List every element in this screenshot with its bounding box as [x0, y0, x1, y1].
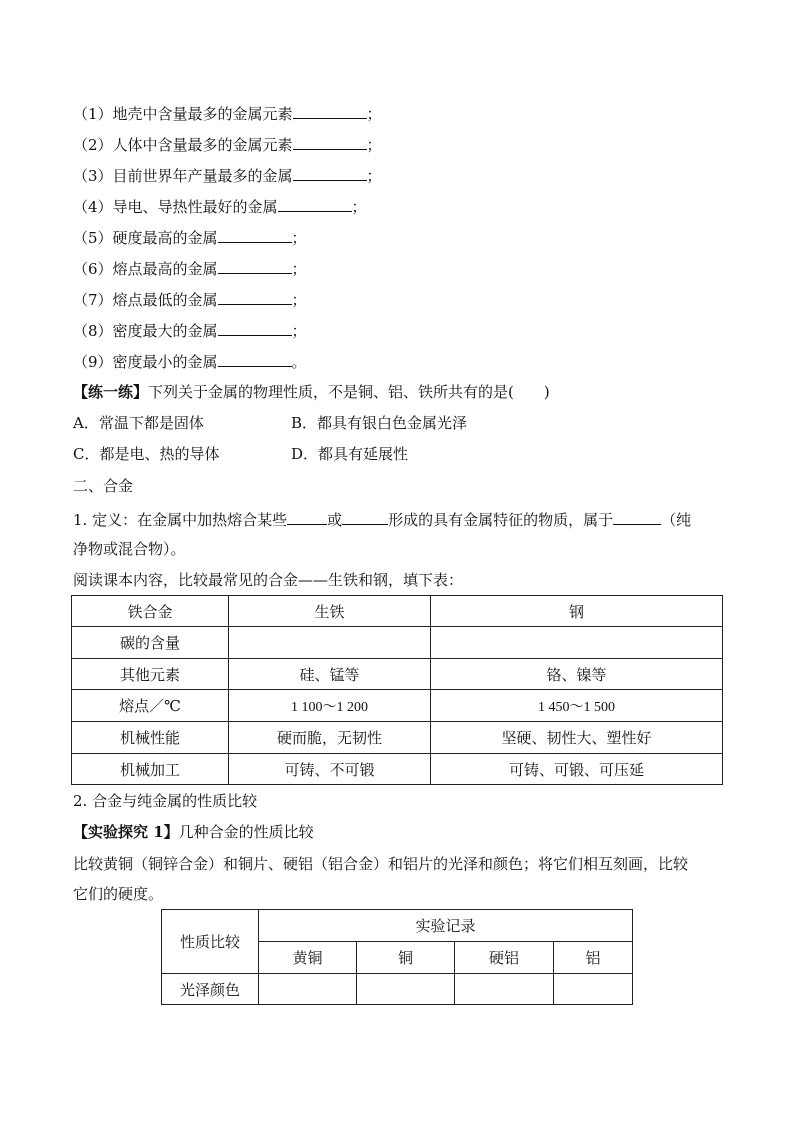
- table-header: 铁合金: [72, 596, 229, 627]
- experiment-table: [161, 909, 633, 1005]
- table-cell: 1 100～1 200: [229, 690, 431, 722]
- table-row: [162, 974, 633, 1005]
- option-A[interactable]: A．常温下都是固体: [73, 414, 204, 432]
- row-label: 机械性能: [72, 722, 229, 754]
- practice-stem: 下列关于金属的物理性质，不是铜、铝、铁所共有的是( ): [148, 383, 550, 401]
- row-label: 机械加工: [72, 754, 229, 785]
- question-1: （1）地壳中含量最多的金属元素 ；: [73, 101, 382, 123]
- table-cell: 可铸、可锻、可压延: [431, 754, 723, 785]
- answer-blank[interactable]: [218, 256, 292, 274]
- question-2: （2）人体中含量最多的金属元素 ；: [73, 132, 382, 154]
- table-cell: 1 450～1 500: [431, 690, 723, 722]
- section-heading-comparison: 2. 合金与纯金属的性质比较: [73, 792, 258, 810]
- table-header: 性质比较: [162, 910, 259, 974]
- option-D[interactable]: D．都具有延展性: [291, 445, 409, 463]
- table-header: 实验记录: [259, 910, 633, 942]
- reading-instruction: 阅读课本内容，比较最常见的合金——生铁和钢，填下表：: [73, 571, 464, 589]
- table-header: 钢: [431, 596, 723, 627]
- experiment-description: 比较黄铜（铜锌合金）和铜片、硬铝（铝合金）和铝片的光泽和颜色；将它们相互刻画，比较: [73, 855, 689, 873]
- practice-tag: 【练一练】: [73, 383, 149, 401]
- question-5: （5）硬度最高的金属 ；: [73, 225, 307, 247]
- table-row: [72, 754, 723, 785]
- option-B[interactable]: B．都具有银白色金属光泽: [291, 414, 468, 432]
- answer-cell[interactable]: [259, 974, 357, 1005]
- table-header: 硬铝: [455, 942, 554, 974]
- answer-cell[interactable]: [455, 974, 554, 1005]
- table-cell: 硬而脆，无韧性: [229, 722, 431, 754]
- row-label: 其他元素: [72, 659, 229, 690]
- answer-blank[interactable]: [218, 318, 292, 336]
- answer-blank[interactable]: [342, 507, 388, 525]
- question-7: （7）熔点最低的金属 ；: [73, 287, 307, 309]
- answer-cell[interactable]: [229, 627, 431, 659]
- question-3: （3）目前世界年产量最多的金属 ；: [73, 163, 382, 185]
- definition-line: 1. 定义：在金属中加热熔合某些 或 形成的具有金属特征的物质，属于 （纯: [73, 507, 691, 529]
- definition-line-2: 净物或混合物）。: [73, 540, 186, 558]
- practice-question: [73, 381, 550, 403]
- table-cell: 铬、镍等: [431, 659, 723, 690]
- table-row: [72, 627, 723, 659]
- answer-blank[interactable]: [278, 194, 352, 212]
- table-header: 铜: [357, 942, 455, 974]
- answer-blank[interactable]: [218, 225, 292, 243]
- table-cell: 硅、锰等: [229, 659, 431, 690]
- experiment-heading: [73, 821, 314, 843]
- table-header: 黄铜: [259, 942, 357, 974]
- question-6: （6）熔点最高的金属 ；: [73, 256, 307, 278]
- answer-blank[interactable]: [287, 507, 327, 525]
- section-heading-alloy: 二、合金: [73, 477, 134, 495]
- table-header: 铝: [554, 942, 633, 974]
- answer-blank[interactable]: [218, 287, 292, 305]
- experiment-tag: 【实验探究 1】: [73, 823, 179, 841]
- question-8: （8）密度最大的金属 ；: [73, 318, 307, 340]
- table-row: [72, 722, 723, 754]
- table-cell: 可铸、不可锻: [229, 754, 431, 785]
- answer-blank[interactable]: [218, 349, 292, 367]
- answer-blank[interactable]: [613, 507, 661, 525]
- table-cell: 坚硬、韧性大、塑性好: [431, 722, 723, 754]
- experiment-description-2: 它们的硬度。: [73, 885, 164, 903]
- row-label: 碳的含量: [72, 627, 229, 659]
- option-C[interactable]: C．都是电、热的导体: [73, 445, 220, 463]
- table-header-row: [72, 596, 723, 627]
- row-label: 熔点／℃: [72, 690, 229, 722]
- answer-cell[interactable]: [554, 974, 633, 1005]
- table-header-row: [162, 910, 633, 942]
- answer-blank[interactable]: [293, 101, 367, 119]
- row-label: 光泽颜色: [162, 974, 259, 1005]
- experiment-title: 几种合金的性质比较: [178, 823, 314, 841]
- iron-alloy-table: [71, 595, 723, 785]
- answer-cell[interactable]: [431, 627, 723, 659]
- table-row: [72, 659, 723, 690]
- question-4: （4）导电、导热性最好的金属 ；: [73, 194, 367, 216]
- answer-blank[interactable]: [293, 163, 367, 181]
- answer-cell[interactable]: [357, 974, 455, 1005]
- table-header: 生铁: [229, 596, 431, 627]
- question-9: （9）密度最小的金属 。: [73, 349, 307, 371]
- answer-blank[interactable]: [293, 132, 367, 150]
- table-row: [72, 690, 723, 722]
